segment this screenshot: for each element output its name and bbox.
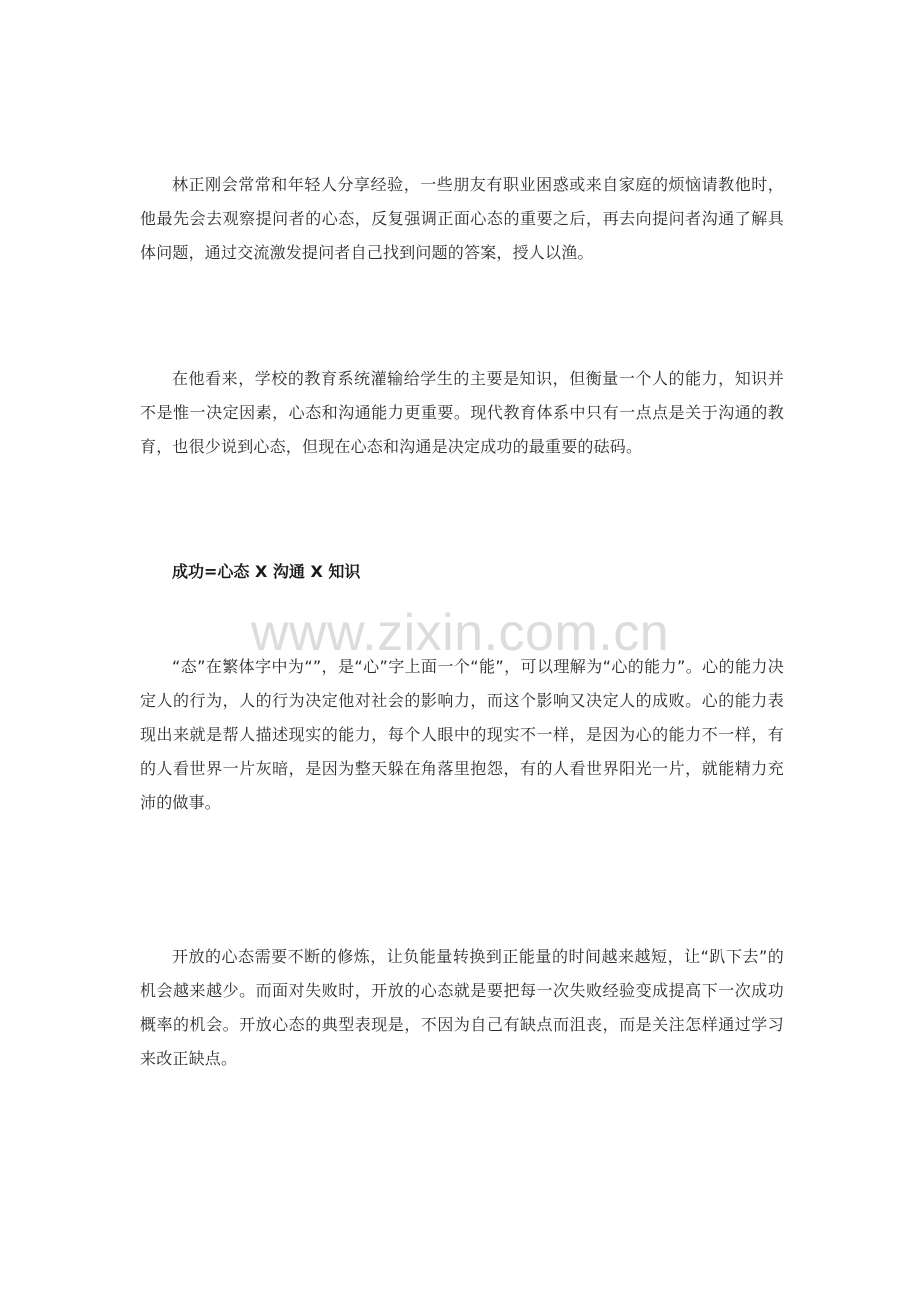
section-heading: 成功=心态 X 沟通 X 知识	[172, 562, 361, 581]
paragraph-mind-ability: “态”在繁体字中为“”，是“心”字上面一个“能”，可以理解为“心的能力”。心的能力决定人的行为，人的行为决定他对社会的影响力，而这个影响又决定人的成败。心的能力表现出来就是帮人描述现实的能力，每个人眼中的现实不一样，是因为心的能力不一样，有的人看世界一片灰暗，是因为整天躲在角落里抱怨，有的人看世界阳光一片，就能精力充沛的做事。	[140, 657, 784, 812]
watermark: www.zixin.com.cn	[250, 604, 670, 662]
paragraph-education-view: 在他看来，学校的教育系统灌输给学生的主要是知识，但衡量一个人的能力，知识并不是惟一决定因素，心态和沟通能力更重要。现代教育体系中只有一点点是关于沟通的教育，也很少说到心态，但现在心态和沟通是决定成功的最重要的砝码。	[140, 369, 784, 456]
paragraph-open-mindset: 开放的心态需要不断的修炼，让负能量转换到正能量的时间越来越短，让“趴下去”的机会越来越少。而面对失败时，开放的心态就是要把每一次失败经验变成提高下一次成功概率的机会。开放心态的典型表现是，不因为自己有缺点而沮丧，而是关注怎样通过学习来改正缺点。	[140, 947, 784, 1068]
paragraph-sharing-experience: 林正刚会常常和年轻人分享经验，一些朋友有职业困惑或来自家庭的烦恼请教他时，他最先会去观察提问者的心态，反复强调正面心态的重要之后，再去向提问者沟通了解具体问题，通过交流激发提问者自己找到问题的答案，授人以渔。	[140, 175, 784, 262]
